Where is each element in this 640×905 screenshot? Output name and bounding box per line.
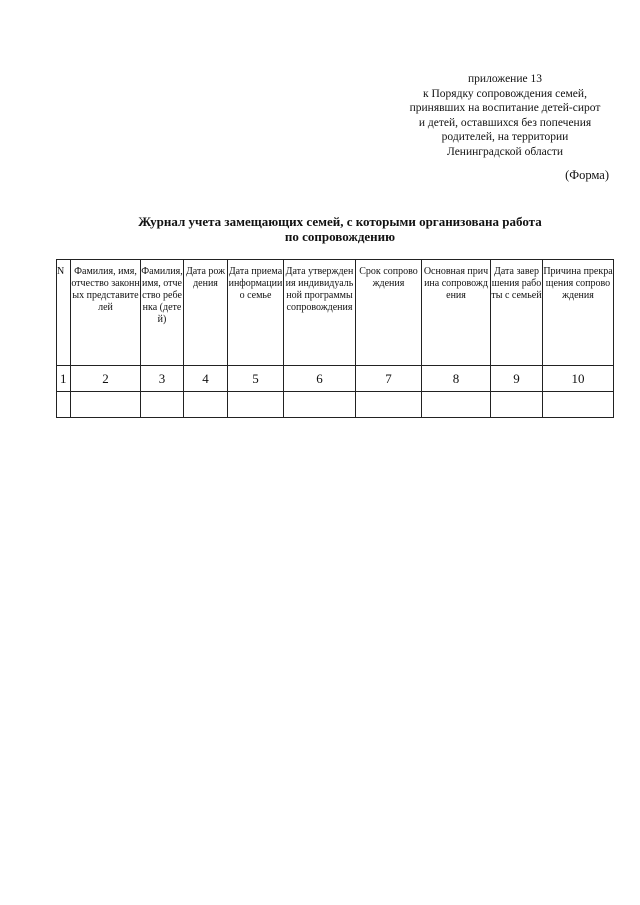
appendix-line: к Порядку сопровождения семей, [423, 87, 587, 100]
appendix-line: родителей, на территории [441, 131, 569, 143]
header-cell-end-date: Дата завершения работы с семьей [491, 260, 543, 366]
empty-cell [422, 392, 491, 418]
form-label: (Форма) [565, 168, 609, 182]
header-cell-number: N [57, 260, 71, 366]
empty-cell [491, 392, 543, 418]
column-number-cell: 9 [491, 366, 543, 392]
column-number-cell: 6 [284, 366, 356, 392]
header-cell-birth-date: Дата рождения [184, 260, 228, 366]
empty-cell [284, 392, 356, 418]
column-number-cell: 10 [543, 366, 614, 392]
column-number-cell: 8 [422, 366, 491, 392]
table-header-row [57, 260, 614, 366]
document-title-line: Журнал учета замещающих семей, с которыми организована работа [138, 214, 542, 229]
empty-cell [71, 392, 141, 418]
document-title-line: по сопровождению [284, 229, 396, 244]
empty-cell [356, 392, 422, 418]
empty-cell [57, 392, 71, 418]
column-number-cell: 2 [71, 366, 141, 392]
column-number-cell: 4 [184, 366, 228, 392]
appendix-line: приложение 13 [468, 73, 542, 85]
appendix-line: Ленинградской области [446, 145, 564, 158]
header-cell-children: Фамилия, имя, отчество ребенка (детей) [141, 260, 184, 366]
header-cell-info-date: Дата приема информации о семье [228, 260, 284, 366]
journal-table [56, 259, 614, 418]
column-number-cell: 5 [228, 366, 284, 392]
table-row-empty [57, 392, 614, 418]
header-cell-guardians: Фамилия, имя, отчество законных представителей [71, 260, 141, 366]
header-cell-end-reason: Причина прекращения сопровождения [543, 260, 614, 366]
appendix-block [380, 72, 630, 159]
empty-cell [184, 392, 228, 418]
header-cell-program-date: Дата утверждения индивидуальной программы сопровождения [284, 260, 356, 366]
empty-cell [141, 392, 184, 418]
table-row-column-numbers [57, 366, 614, 392]
column-number-cell: 3 [141, 366, 184, 392]
empty-cell [228, 392, 284, 418]
column-number-cell: 7 [356, 366, 422, 392]
column-number-cell: 1 [57, 366, 71, 392]
empty-cell [543, 392, 614, 418]
appendix-line: и детей, оставшихся без попечения [418, 116, 592, 129]
document-title [0, 214, 640, 244]
header-cell-support-term: Срок сопровождения [356, 260, 422, 366]
header-cell-main-reason: Основная причина сопровождения [422, 260, 491, 366]
appendix-line: принявших на воспитание детей-сирот [409, 102, 601, 114]
